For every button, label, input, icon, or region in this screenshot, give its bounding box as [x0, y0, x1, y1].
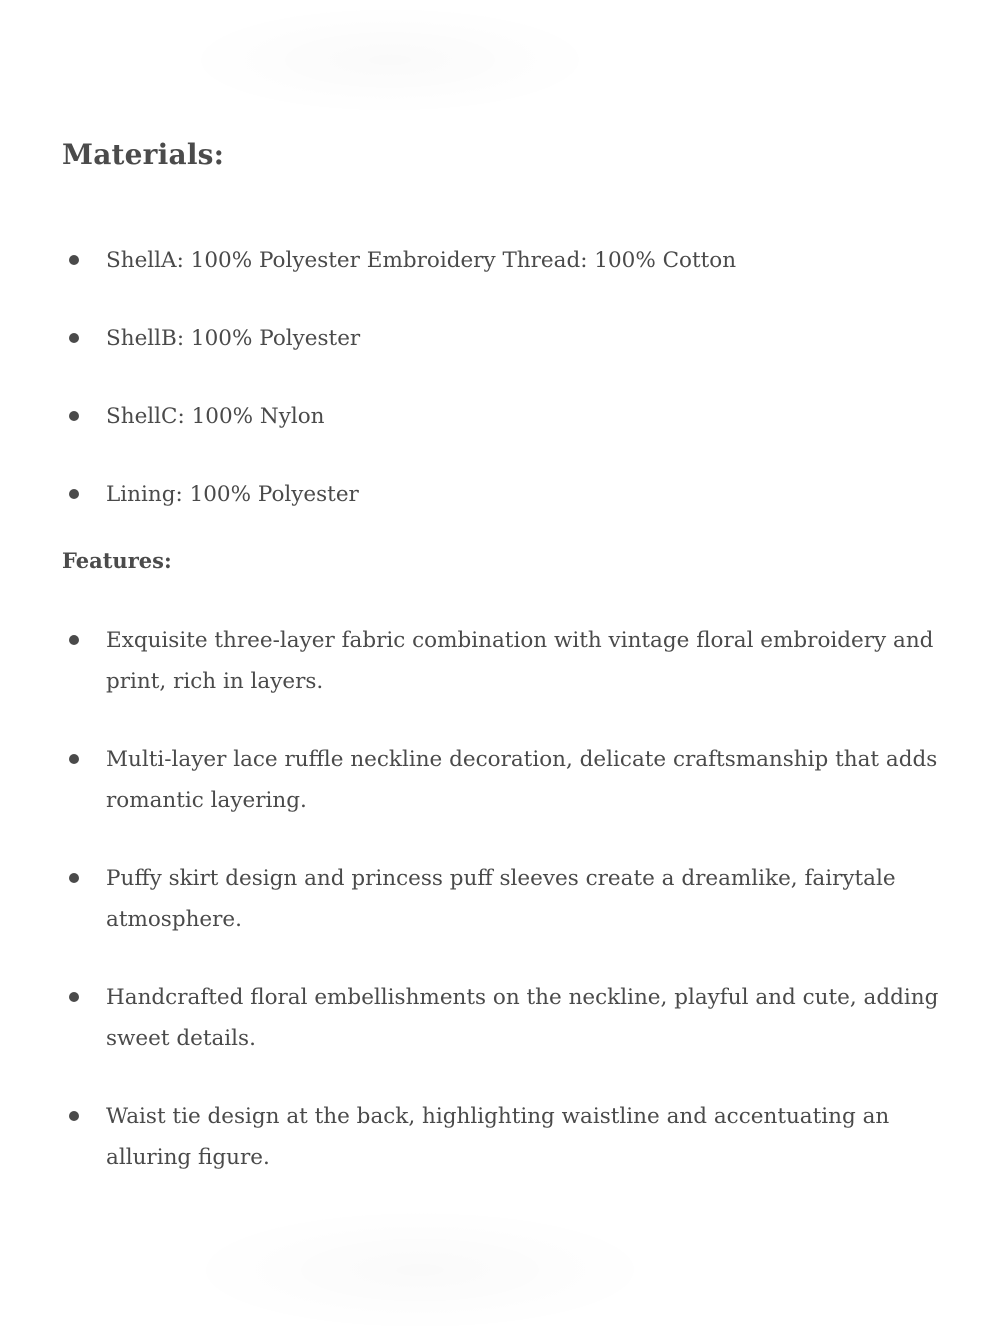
list-item — [62, 739, 972, 821]
list-item — [62, 858, 972, 940]
list-item-text: ShellB: 100% Polyester — [106, 326, 361, 351]
materials-list — [62, 240, 972, 552]
bullet-icon — [69, 489, 79, 499]
list-item-text: ShellC: 100% Nylon — [106, 404, 325, 429]
list-item-text: Waist tie design at the back, highlighting waistline and accentuating an alluring figure. — [106, 1104, 890, 1170]
bullet-icon — [69, 1111, 79, 1121]
bullet-icon — [69, 411, 79, 421]
list-item — [62, 1096, 972, 1178]
list-item — [62, 240, 972, 281]
list-item-text: Exquisite three-layer fabric combination with vintage floral embroidery and print, rich in layers. — [106, 628, 934, 694]
list-item — [62, 396, 972, 437]
features-list — [62, 620, 972, 1215]
bullet-icon — [69, 333, 79, 343]
list-item-text: ShellA: 100% Polyester Embroidery Thread: 100% Cotton — [106, 248, 737, 273]
list-item-text: Handcrafted floral embellishments on the neckline, playful and cute, adding sweet details. — [106, 985, 939, 1051]
list-item — [62, 977, 972, 1059]
bullet-icon — [69, 992, 79, 1002]
list-item — [62, 620, 972, 702]
list-item-text: Multi-layer lace ruffle neckline decoration, delicate craftsmanship that adds romantic layering. — [106, 747, 938, 813]
bullet-icon — [69, 754, 79, 764]
list-item — [62, 474, 972, 515]
bullet-icon — [69, 873, 79, 883]
bullet-icon — [69, 635, 79, 645]
features-heading: Features: — [62, 548, 172, 573]
list-item — [62, 318, 972, 359]
materials-heading: Materials: — [62, 138, 225, 171]
list-item-text: Puffy skirt design and princess puff sleeves create a dreamlike, fairytale atmosphere. — [106, 866, 896, 932]
bullet-icon — [69, 255, 79, 265]
list-item-text: Lining: 100% Polyester — [106, 482, 359, 507]
